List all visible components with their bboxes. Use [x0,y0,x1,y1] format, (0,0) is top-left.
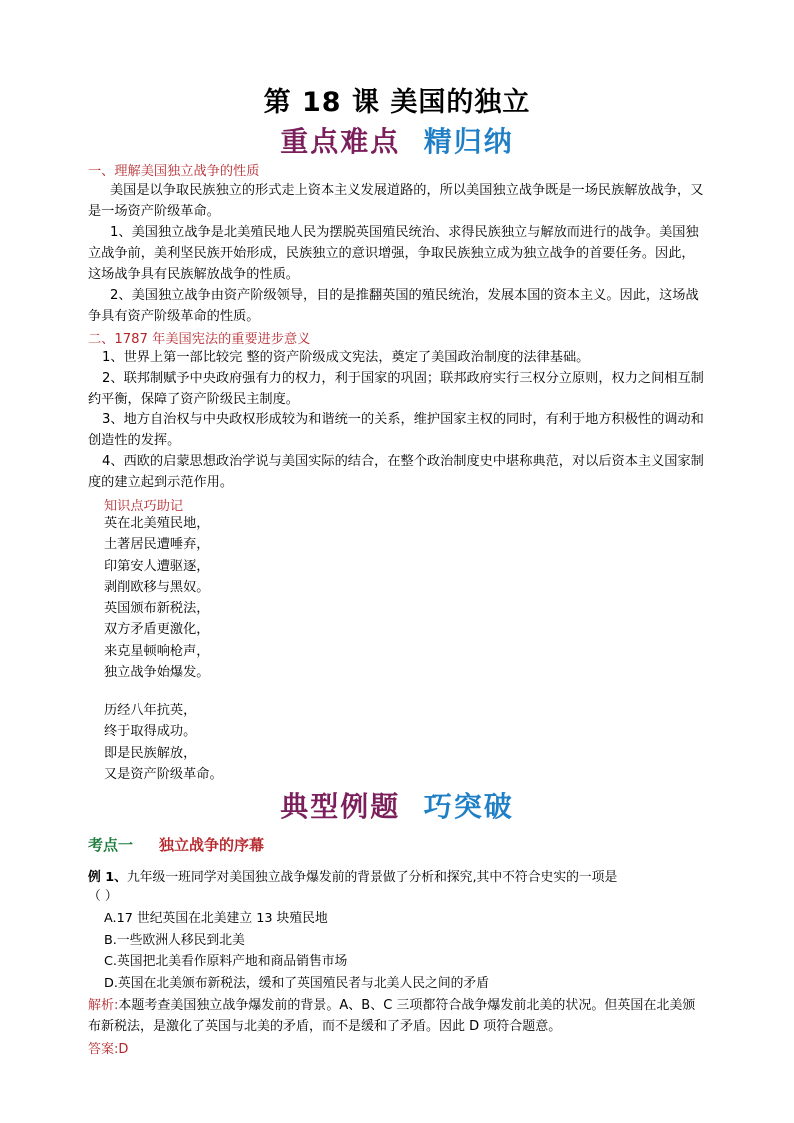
verse-line: 英在北美殖民地， [104,516,210,531]
verse-line: 剥削欧移与黑奴。 [104,579,210,595]
lesson-title: 第 18 课 美国的独立 [263,87,531,118]
section-heading-1: 一、理解美国独立战争的性质 [88,164,260,179]
analysis-text: 解析:本题考查美国独立战争爆发前的背景。A、B、C 三项都符合战争爆发前北美的状况。但英国在北美颁布新税法，是激化了英国与北美的矛盾，而不是缓和了矛盾。因此 D 项符合题意。 [88,998,696,1034]
section-banner-examples [0,785,794,825]
kaodian-topic: 独立战争的序幕 [159,836,265,854]
banner-text-part2: 巧突破 [423,790,514,823]
analysis-label: 解析: [88,998,119,1013]
mnemonic-verse-2 [104,700,223,785]
section-heading-2: 二、1787 年美国宪法的重要进步意义 [88,332,311,347]
verse-line: 终于取得成功。 [104,724,197,740]
example-label: 例 1、 [88,870,127,885]
verse-line: 土著居民遭唾弃， [104,537,210,553]
option-b: B.一些欧洲人移民到北美 [104,932,245,948]
analysis-paragraph [88,995,708,1037]
paragraph-constitution-2: 2、联邦制赋予中央政府强有力的权力，利于国家的巩固；联邦政府实行三权分立原则，权力之间相互制约平衡，保障了资产阶级民主制度。 [88,371,704,407]
mnemonic-heading: 知识点巧助记 [104,499,184,514]
verse-line: 印第安人遭驱逐， [104,558,210,574]
kaodian-label: 考点一 [88,836,134,854]
answer-blank: （ ） [88,889,118,904]
question-text: 九年级一班同学对美国独立战争爆发前的背景做了分析和探究,其中不符合史实的一项是 [126,870,618,885]
example-question [88,868,708,906]
option-d: D.英国在北美颁布新税法，缓和了英国殖民者与北美人民之间的矛盾 [104,975,490,991]
paragraph-point-1: 1、美国独立战争是北美殖民地人民为摆脱英国殖民统治、求得民族独立与解放而进行的战争。美国独立战争前，美利坚民族开始形成，民族独立的意识增强，争取民族独立成为独立战争的首要任务。因此，这场战争具有民族解放战争的性质。 [88,225,699,282]
banner-text-part1: 重点难点 [280,125,401,158]
verse-line: 来克星顿响枪声， [104,643,210,659]
option-a: A.17 世纪英国在北美建立 13 块殖民地 [104,911,328,926]
banner-text-part1: 典型例题 [280,790,401,823]
kaodian-heading [88,834,264,855]
verse-line: 双方矛盾更激化， [104,622,210,638]
banner-text-part2: 精归纳 [423,125,514,158]
answer-line: 答案:D [88,1042,129,1057]
paragraph-point-2: 2、美国独立战争由资产阶级领导，目的是推翻英国的殖民统治，发展本国的资本主义。因此，这场战争具有资产阶级革命的性质。 [88,288,699,324]
verse-line: 又是资产阶级革命。 [104,766,223,782]
option-list [104,908,489,994]
verse-line: 英国颁布新税法， [104,601,210,617]
verse-line: 独立战争始爆发。 [104,665,210,681]
paragraph-constitution-4: 4、西欧的启蒙思想政治学说与美国实际的结合，在整个政治制度史中堪称典范，对以后资本主义国家制度的建立起到示范作用。 [88,454,704,490]
paragraph-constitution-3: 3、地方自治权与中央政权形成较为和谐统一的关系，维护国家主权的同时，有利于地方积极性的调动和创造性的发挥。 [88,412,704,448]
section-banner-key-points [0,120,794,160]
mnemonic-verse-1 [104,513,210,683]
option-c: C.英国把北美看作原料产地和商品销售市场 [104,954,348,969]
verse-line: 历经八年抗英， [104,703,197,718]
paragraph-intro: 美国是以争取民族独立的形式走上资本主义发展道路的，所以美国独立战争既是一场民族解放战争，又是一场资产阶级革命。 [88,183,704,219]
paragraph-constitution-1: 1、世界上第一部比较完 整的资产阶级成文宪法，奠定了美国政治制度的法律基础。 [102,350,590,365]
verse-line: 即是民族解放， [104,745,197,761]
